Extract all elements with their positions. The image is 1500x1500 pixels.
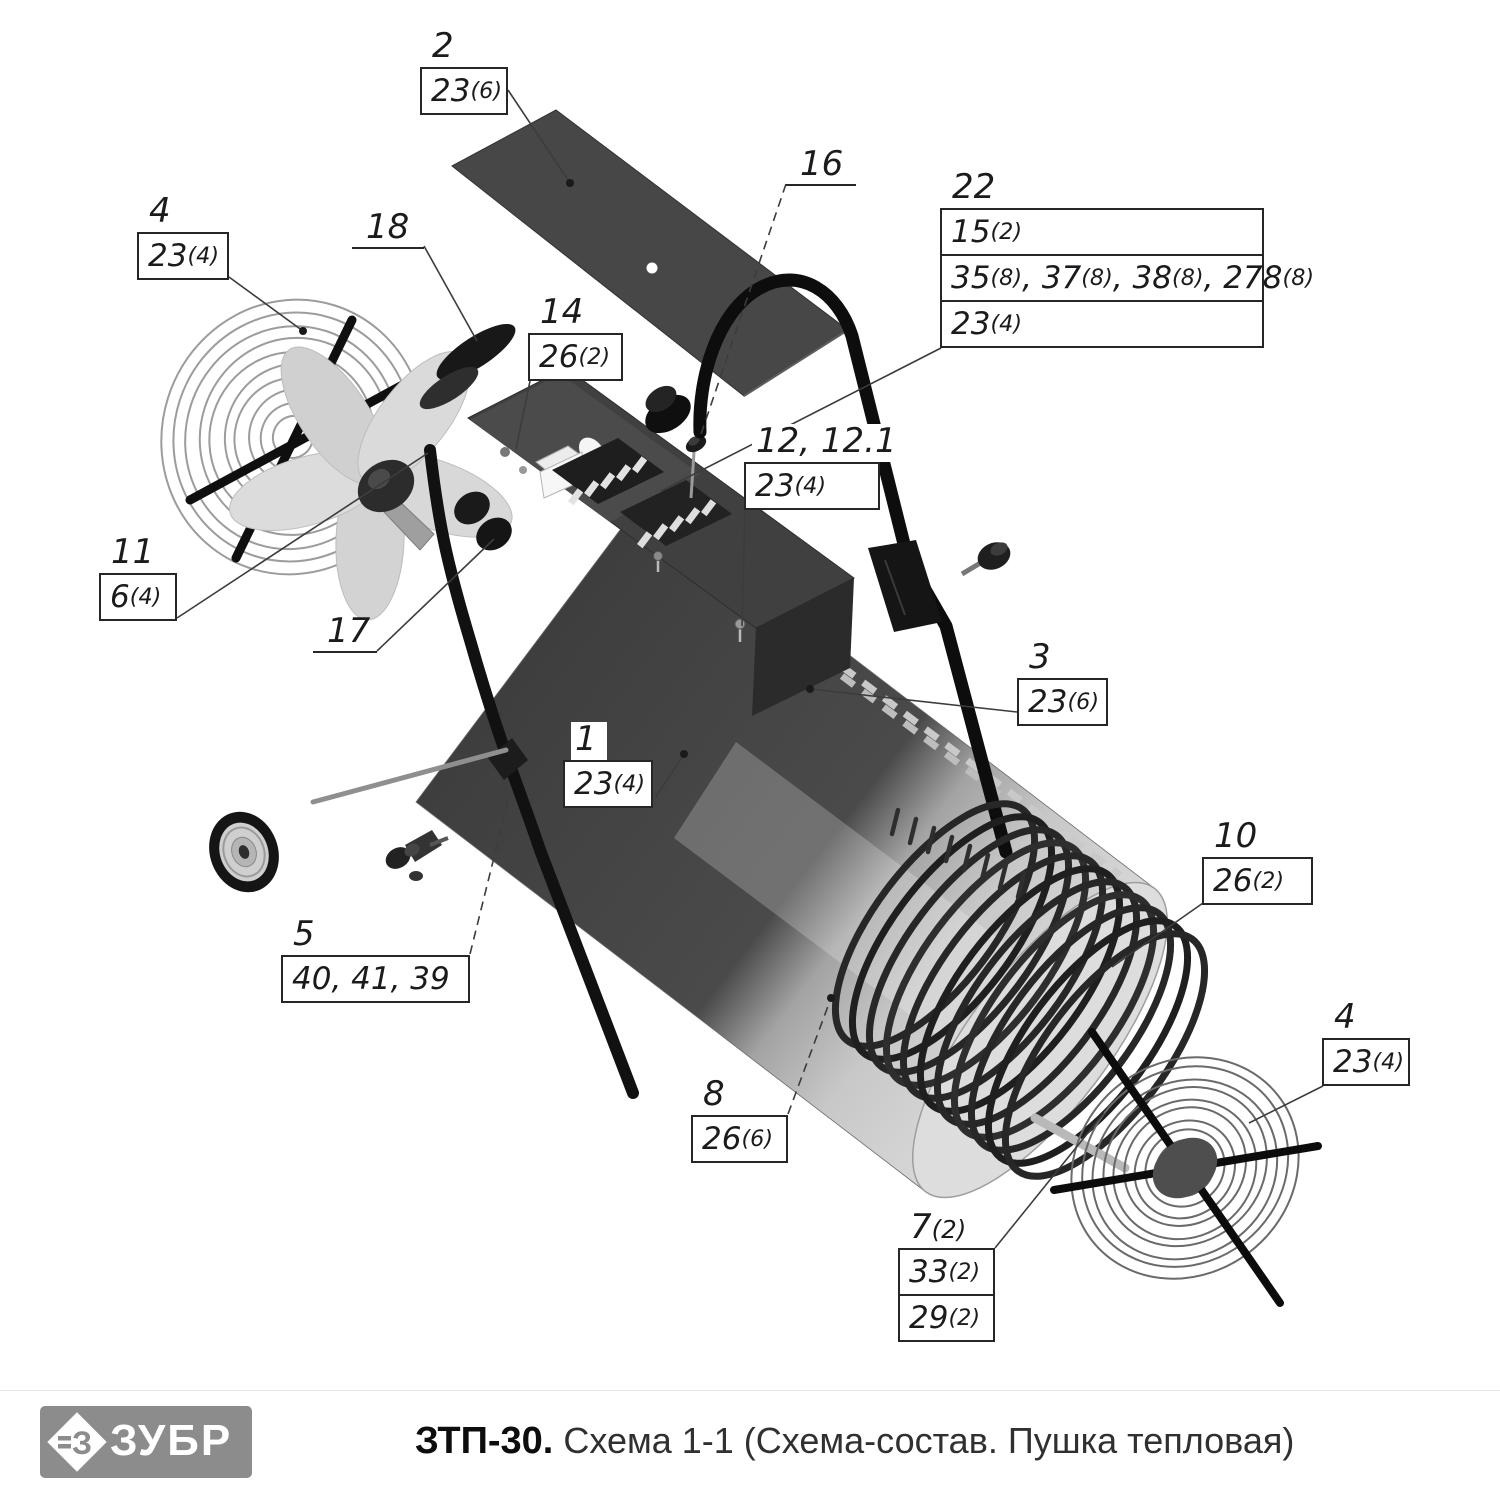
callout-part-row: 23 (6) — [431, 73, 503, 109]
callout-part-row: 23 (4) — [574, 766, 646, 802]
callout-22 — [940, 167, 1315, 348]
callout-16 — [786, 140, 856, 186]
callout-number: 22 — [948, 170, 1005, 208]
callout-number: 17 — [327, 611, 371, 651]
schema-subtitle: Схема 1-1 (Схема-состав. Пушка тепловая) — [563, 1420, 1295, 1461]
callout-number: 2 — [428, 29, 464, 67]
footer — [0, 1398, 1500, 1498]
callout-part-row: 23 (4) — [1333, 1044, 1405, 1080]
svg-text:З: З — [71, 1425, 93, 1461]
callout-12-12.1 — [744, 421, 897, 510]
callout-part-row: 23 (4) — [148, 238, 220, 274]
callout-3 — [1017, 637, 1108, 726]
callout-number: 3 — [1025, 640, 1061, 678]
callout-17 — [313, 607, 377, 653]
callout-part-row: 35 (8) , 37 (8) , 38 (8) , 278 (8) — [942, 254, 1262, 300]
callout-part-row: 29 (2) — [900, 1294, 993, 1340]
callout-number: 4 — [1330, 1000, 1366, 1038]
callout-number: 16 — [800, 144, 844, 184]
wing-knob — [962, 537, 1015, 575]
caster-fittings — [382, 830, 448, 881]
handle-bracket — [868, 540, 942, 632]
callout-part-row: 23 (4) — [942, 300, 1262, 346]
callout-5 — [281, 914, 470, 1003]
callout-part-row: 26 (2) — [539, 339, 611, 375]
brand-logo — [40, 1406, 252, 1478]
zubr-logo-icon — [46, 1411, 108, 1473]
callout-7 — [898, 1207, 995, 1342]
callout-number: 7(2) — [906, 1210, 976, 1248]
wheel — [198, 802, 290, 902]
brand-name: ЗУБР — [110, 1416, 233, 1465]
callout-part-row: 6 (4) — [110, 579, 162, 615]
callout-1 — [563, 719, 653, 808]
callout-4-right — [1322, 997, 1410, 1086]
callout-part-row: 23 (4) — [755, 468, 827, 504]
callout-8 — [691, 1074, 788, 1163]
callout-part-row: 23 (6) — [1028, 684, 1100, 720]
model-number: ЗТП-30. — [415, 1420, 554, 1462]
callout-part-row: 26 (6) — [702, 1121, 774, 1157]
callout-10 — [1202, 816, 1313, 905]
callout-number: 5 — [289, 917, 325, 955]
callout-2 — [420, 26, 508, 115]
callout-number: 4 — [145, 194, 181, 232]
callout-number: 14 — [536, 295, 593, 333]
callout-number: 18 — [366, 207, 410, 247]
terminal — [500, 447, 510, 457]
callout-11 — [99, 532, 177, 621]
guard-hub — [1141, 1125, 1229, 1211]
document-title — [415, 1420, 1294, 1463]
callout-part-row: 15 (2) — [951, 214, 1023, 250]
callout-part-row: 33 (2) — [909, 1254, 981, 1290]
callout-number: 1 — [571, 722, 607, 760]
callout-number: 8 — [699, 1077, 735, 1115]
callout-number: 11 — [107, 535, 164, 573]
callout-number: 12, 12.1 — [752, 424, 907, 462]
callout-part-row: 40, 41, 39 — [292, 961, 450, 997]
callout-14 — [528, 292, 623, 381]
callout-18 — [352, 203, 424, 249]
callout-4-left — [137, 191, 229, 280]
callout-part-row: 26 (2) — [1213, 863, 1285, 899]
footer-separator — [0, 1390, 1500, 1391]
callout-number: 10 — [1210, 819, 1267, 857]
